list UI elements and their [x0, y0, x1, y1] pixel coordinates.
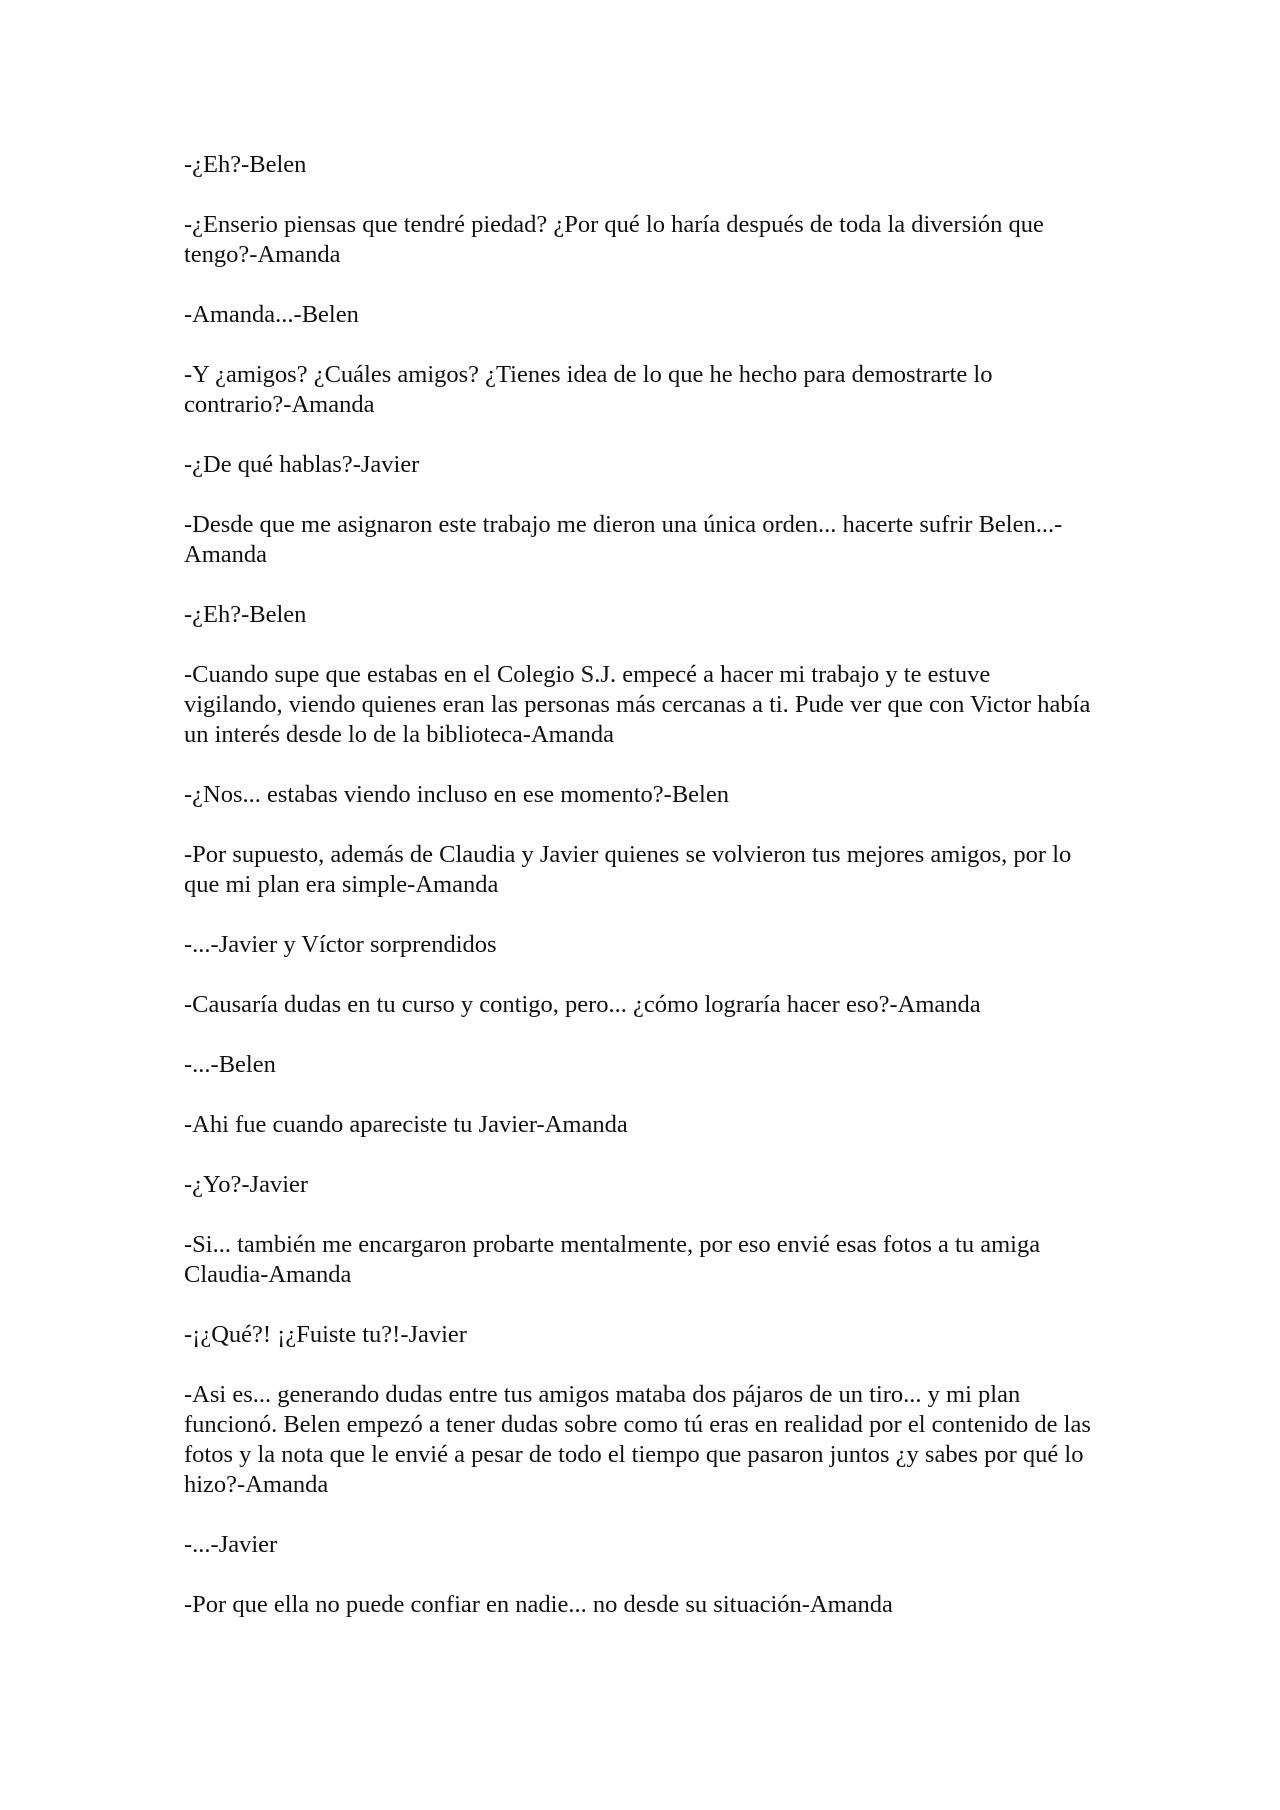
dialogue-paragraph: -...-Javier	[184, 1531, 278, 1558]
dialogue-paragraph: -Desde que me asignaron este trabajo me dieron una única orden... hacerte sufrir Belen...-Amanda	[184, 511, 1063, 568]
dialogue-paragraph: -Cuando supe que estabas en el Colegio S.J. empecé a hacer mi trabajo y te estuve vigilando, viendo quienes eran las personas más cercanas a ti. Pude ver que con Victor había un interés desde lo de la biblioteca-Amanda	[184, 661, 1091, 748]
dialogue-paragraph: -¿Enserio piensas que tendré piedad? ¿Por qué lo haría después de toda la diversión que tengo?-Amanda	[184, 211, 1044, 268]
dialogue-paragraph: -...-Javier y Víctor sorprendidos	[184, 931, 497, 958]
dialogue-paragraph: -Si... también me encargaron probarte mentalmente, por eso envié esas fotos a tu amiga Claudia-Amanda	[184, 1231, 1041, 1288]
dialogue-paragraph: -...-Belen	[184, 1051, 276, 1078]
dialogue-paragraph: -¿De qué hablas?-Javier	[184, 451, 420, 478]
dialogue-paragraph: -¿Nos... estabas viendo incluso en ese momento?-Belen	[184, 781, 729, 808]
dialogue-paragraph: -¿Yo?-Javier	[184, 1171, 309, 1198]
dialogue-paragraph: -Asi es... generando dudas entre tus amigos mataba dos pájaros de un tiro... y mi plan funcionó. Belen empezó a tener dudas sobre como tú eras en realidad por el contenido de las fotos y la nota que le envié a pesar de todo el tiempo que pasaron juntos ¿y sabes por qué lo hizo?-Amanda	[184, 1381, 1091, 1498]
document-body	[184, 150, 1094, 1650]
dialogue-paragraph: -Causaría dudas en tu curso y contigo, pero... ¿cómo lograría hacer eso?-Amanda	[184, 991, 981, 1018]
dialogue-paragraph: -¿Eh?-Belen	[184, 601, 307, 628]
dialogue-paragraph: -¿Eh?-Belen	[184, 151, 307, 178]
dialogue-paragraph: -Y ¿amigos? ¿Cuáles amigos? ¿Tienes idea de lo que he hecho para demostrarte lo contrario?-Amanda	[184, 361, 993, 418]
dialogue-paragraph: -¡¿Qué?! ¡¿Fuiste tu?!-Javier	[184, 1321, 467, 1348]
dialogue-paragraph: -Ahi fue cuando apareciste tu Javier-Amanda	[184, 1111, 628, 1138]
dialogue-paragraph: -Por que ella no puede confiar en nadie... no desde su situación-Amanda	[184, 1591, 893, 1618]
dialogue-paragraph: -Amanda...-Belen	[184, 301, 359, 328]
dialogue-paragraph: -Por supuesto, además de Claudia y Javier quienes se volvieron tus mejores amigos, por lo que mi plan era simple-Amanda	[184, 841, 1072, 898]
